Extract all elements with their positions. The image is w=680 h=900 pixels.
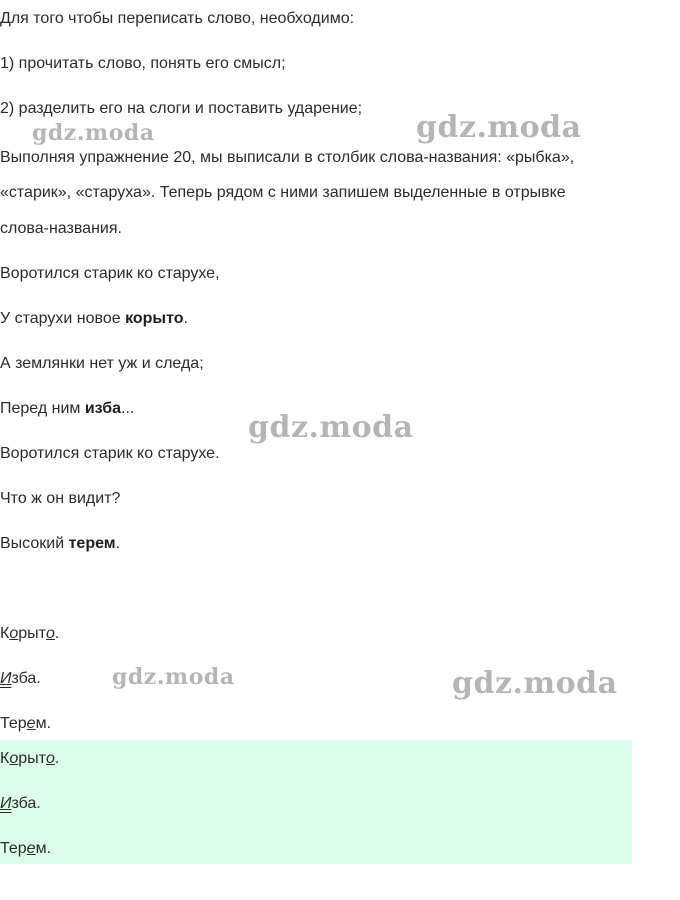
poem-line-4: Перед ним изба...: [0, 400, 135, 417]
highlighted-word-koryto: корыто: [125, 310, 184, 327]
poem-line-3: А землянки нет уж и следа;: [0, 355, 204, 372]
step-1: 1) прочитать слово, понять его смысл;: [0, 55, 286, 72]
step-2: 2) разделить его на слоги и поставить ударение;: [0, 100, 363, 117]
watermark-logo: gdz.moda: [248, 410, 414, 445]
answer-word-terem: Терем.: [0, 840, 52, 857]
watermark-logo: gdz.moda: [32, 120, 155, 146]
watermark-logo: gdz.moda: [416, 110, 582, 145]
poem-line-2: У старухи новое корыто.: [0, 310, 188, 327]
word-izba: Изба.: [0, 670, 41, 687]
poem-line-7: Высокий терем.: [0, 535, 121, 552]
answer-word-koryto: Корыто.: [0, 750, 60, 767]
poem-line-5: Воротился старик ко старухе.: [0, 445, 220, 462]
poem-line-6: Что ж он видит?: [0, 490, 121, 507]
answer-highlight: [0, 740, 632, 864]
intro-paragraph: Для того чтобы переписать слово, необходимо:: [0, 10, 355, 27]
word-koryto: Корыто.: [0, 625, 60, 642]
exercise-text-line-2: «старик», «старуха». Теперь рядом с ними запишем выделенные в отрывке: [0, 184, 566, 201]
exercise-text-line-1: Выполняя упражнение 20, мы выписали в столбик слова-названия: «рыбка»,: [0, 149, 575, 166]
watermark-logo: gdz.moda: [112, 664, 235, 690]
exercise-text-line-3: слова-названия.: [0, 220, 122, 237]
highlighted-word-izba: изба: [84, 400, 122, 417]
word-terem: Терем.: [0, 715, 52, 732]
poem-line-1: Воротился старик ко старухе,: [0, 265, 220, 282]
answer-word-izba: Изба.: [0, 795, 41, 812]
highlighted-word-terem: терем: [68, 535, 116, 552]
watermark-logo: gdz.moda: [452, 666, 618, 701]
